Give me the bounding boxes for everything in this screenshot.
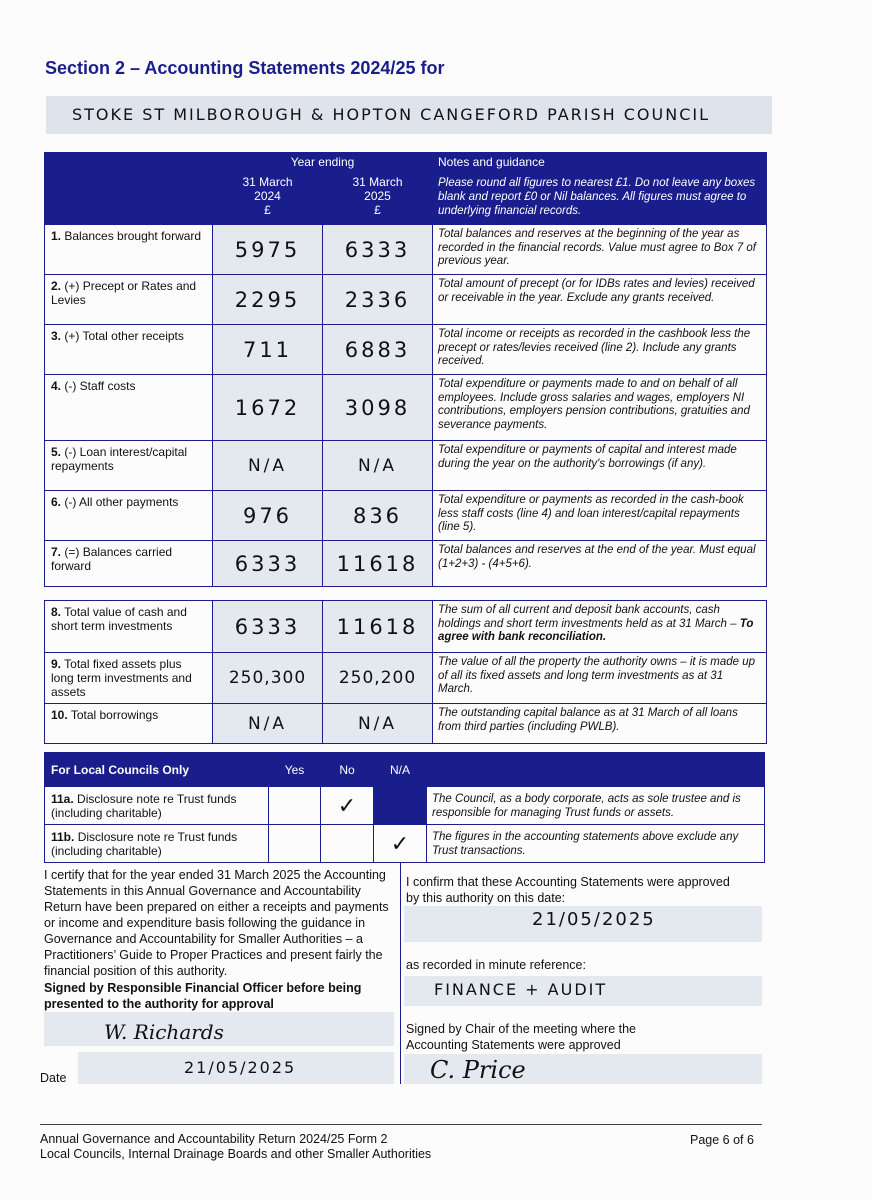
row-label <box>45 441 213 491</box>
col-2024-year: 2024 <box>254 189 281 203</box>
row-number: 9. <box>51 657 62 671</box>
row-note: Total expenditure or payments as recorded in the cash-book less staff costs (line 4) and loan interest/capital repayments (line 5). <box>433 491 767 541</box>
row-label-text: (+) Total other receipts <box>64 329 184 343</box>
row-note <box>433 601 767 653</box>
table-row <box>45 541 767 587</box>
value-2025[interactable]: 11618 <box>323 541 433 587</box>
footer-divider <box>40 1124 762 1125</box>
row-number: 8. <box>51 605 62 619</box>
table-row <box>45 825 765 863</box>
check-icon: ✓ <box>390 830 410 856</box>
table-row <box>45 601 767 653</box>
row-note: Total expenditure or payments of capital and interest made during the year on the authority's borrowings (if any). <box>433 441 767 491</box>
trust-header-blank <box>427 753 765 787</box>
table-spacer <box>45 587 767 601</box>
yes-checkbox[interactable] <box>269 787 321 825</box>
no-checkbox[interactable] <box>321 787 374 825</box>
trust-row-label <box>45 825 269 863</box>
divider <box>400 862 401 1084</box>
row-label <box>45 275 213 325</box>
value-2024[interactable]: 250,300 <box>213 653 323 704</box>
council-name: STOKE ST MILBOROUGH & HOPTON CANGEFORD PARISH COUNCIL <box>72 105 710 124</box>
confirm-text: I confirm that these Accounting Statements were approved by this authority on this date: <box>406 875 730 905</box>
value-2024[interactable]: 1672 <box>213 375 323 441</box>
row-note: Total balances and reserves at the beginning of the year as recorded in the financial records. Value must agree to Box 7 of previous year. <box>433 225 767 275</box>
row-number: 10. <box>51 708 68 722</box>
section-title: Section 2 – Accounting Statements 2024/25 for <box>45 58 445 78</box>
value-2025[interactable]: N/A <box>323 704 433 744</box>
col-2025-header <box>323 173 433 225</box>
value-2025[interactable]: 6333 <box>323 225 433 275</box>
row-label-text: Total value of cash and short term investments <box>51 605 187 633</box>
row-number: 7. <box>51 545 62 559</box>
row-label <box>45 491 213 541</box>
col-2025-date: 31 March <box>352 175 403 189</box>
footer-text <box>40 1132 431 1162</box>
value-2025[interactable]: N/A <box>323 441 433 491</box>
trust-funds-table <box>44 752 765 863</box>
row-note: The value of all the property the authority owns – it is made up of all its fixed assets and long term investments as at 31 March. <box>433 653 767 704</box>
table-row <box>45 441 767 491</box>
row-label-text: Disclosure note re Trust funds (including charitable) <box>51 791 237 820</box>
row-note-text: The sum of all current and deposit bank accounts, cash holdings and short term investments held as at 31 March – <box>438 604 737 630</box>
chair-label: Signed by Chair of the meeting where the Accounting Statements were approved <box>406 1022 636 1052</box>
col-2025-year: 2025 <box>364 189 391 203</box>
col-2025-currency: £ <box>374 203 381 217</box>
row-number: 6. <box>51 495 62 509</box>
row-label <box>45 225 213 275</box>
row-label <box>45 704 213 744</box>
table-row <box>45 375 767 441</box>
row-number: 5. <box>51 445 62 459</box>
table-row <box>45 491 767 541</box>
rfo-date: 21/05/2025 <box>184 1058 297 1077</box>
row-note: The outstanding capital balance as at 31 March of all loans from third parties (including PWLB). <box>433 704 767 744</box>
no-checkbox[interactable] <box>321 825 374 863</box>
table-row <box>45 704 767 744</box>
col-na: N/A <box>374 753 427 787</box>
year-ending-header: Year ending <box>213 153 433 173</box>
row-number: 11b. <box>51 829 75 844</box>
row-label <box>45 325 213 375</box>
check-icon: ✓ <box>337 792 357 818</box>
value-2025[interactable]: 3098 <box>323 375 433 441</box>
value-2024[interactable]: 711 <box>213 325 323 375</box>
row-number: 3. <box>51 329 62 343</box>
value-2024[interactable]: 976 <box>213 491 323 541</box>
col-no: No <box>321 753 374 787</box>
approval-date: 21/05/2025 <box>532 909 656 930</box>
row-note: The Council, as a body corporate, acts as sole trustee and is responsible for managing Trust funds or assets. <box>427 787 765 825</box>
row-label <box>45 541 213 587</box>
footer-line-1: Annual Governance and Accountability Return 2024/25 Form 2 <box>40 1132 388 1146</box>
notes-guidance-text: Please round all figures to nearest £1. Do not leave any boxes blank and report £0 or Nil balances. All figures must agree to underlying financial records. <box>433 173 767 225</box>
value-2025[interactable]: 836 <box>323 491 433 541</box>
trust-heading: For Local Councils Only <box>45 753 269 787</box>
minute-ref-label: as recorded in minute reference: <box>406 958 586 972</box>
row-note: Total balances and reserves at the end of the year. Must equal (1+2+3) - (4+5+6). <box>433 541 767 587</box>
header-blank <box>45 153 213 225</box>
value-2025[interactable]: 250,200 <box>323 653 433 704</box>
row-label <box>45 653 213 704</box>
rfo-signature: W. Richards <box>104 1020 224 1044</box>
rfo-signed-label: Signed by Responsible Financial Officer before being presented to the authority for approval <box>44 981 362 1011</box>
table-row <box>45 275 767 325</box>
row-label <box>45 601 213 653</box>
row-label-text: (-) Staff costs <box>64 379 136 393</box>
spacer-cell <box>45 587 767 601</box>
row-number: 2. <box>51 279 62 293</box>
row-number: 1. <box>51 229 62 243</box>
row-label-text: (-) All other payments <box>64 495 179 509</box>
value-2025[interactable]: 11618 <box>323 601 433 653</box>
value-2024[interactable]: 6333 <box>213 601 323 653</box>
row-label-text: Balances brought forward <box>64 229 202 243</box>
col-2024-date: 31 March <box>242 175 293 189</box>
row-label-text: (-) Loan interest/capital repayments <box>51 445 188 473</box>
table-row <box>45 787 765 825</box>
value-2024[interactable]: 2295 <box>213 275 323 325</box>
table-row <box>45 225 767 275</box>
na-checkbox-disabled <box>374 787 427 825</box>
row-note: Total expenditure or payments made to and on behalf of all employees. Include gross salaries and wages, employers NI contributions, employers pension contributions, gratuities and severance payments. <box>433 375 767 441</box>
na-checkbox[interactable] <box>374 825 427 863</box>
minute-ref: FINANCE + AUDIT <box>434 980 608 999</box>
value-2025[interactable]: 2336 <box>323 275 433 325</box>
col-2024-currency: £ <box>264 203 271 217</box>
col-2024-header <box>213 173 323 225</box>
yes-checkbox[interactable] <box>269 825 321 863</box>
chair-signature: C. Price <box>430 1056 526 1084</box>
row-note: Total amount of precept (or for IDBs rates and levies) received or receivable in the year. Exclude any grants received. <box>433 275 767 325</box>
notes-header: Notes and guidance <box>433 153 767 173</box>
date-label: Date <box>40 1071 67 1085</box>
row-label-text: Total borrowings <box>70 708 159 722</box>
row-number: 11a. <box>51 791 74 806</box>
value-2024[interactable]: N/A <box>213 704 323 744</box>
footer-line-2: Local Councils, Internal Drainage Boards and other Smaller Authorities <box>40 1147 432 1161</box>
value-2024[interactable]: 5975 <box>213 225 323 275</box>
trust-row-label <box>45 787 269 825</box>
value-2024[interactable]: N/A <box>213 441 323 491</box>
row-note: Total income or receipts as recorded in the cashbook less the precept or rates/levies received (line 2). Include any grants received. <box>433 325 767 375</box>
col-yes: Yes <box>269 753 321 787</box>
row-label-text: (=) Balances carried forward <box>51 545 173 573</box>
row-number: 4. <box>51 379 62 393</box>
row-label-text: (+) Precept or Rates and Levies <box>51 279 197 307</box>
row-label <box>45 375 213 441</box>
table-row <box>45 653 767 704</box>
row-label-text: Total fixed assets plus long term investments and assets <box>51 657 192 699</box>
accounting-statements-table <box>44 152 767 744</box>
value-2025[interactable]: 6883 <box>323 325 433 375</box>
page-number: Page 6 of 6 <box>690 1133 754 1147</box>
divider <box>44 862 396 863</box>
table-row <box>45 325 767 375</box>
row-note-bold: To agree with bank reconciliation. <box>438 617 754 643</box>
value-2024[interactable]: 6333 <box>213 541 323 587</box>
row-note: The figures in the accounting statements above exclude any Trust transactions. <box>427 825 765 863</box>
row-label-text: Disclosure note re Trust funds (including charitable) <box>51 829 238 858</box>
certify-text: I certify that for the year ended 31 March 2025 the Accounting Statements in this Annual Governance and Accountability Return have been prepared on either a receipts and payments or income and expenditure basis following the guidance in Governance and Accountability for Smaller Authorities – a Practitioners’ Guide to Proper Practices and present fairly the financial position of this authority. <box>44 868 389 978</box>
